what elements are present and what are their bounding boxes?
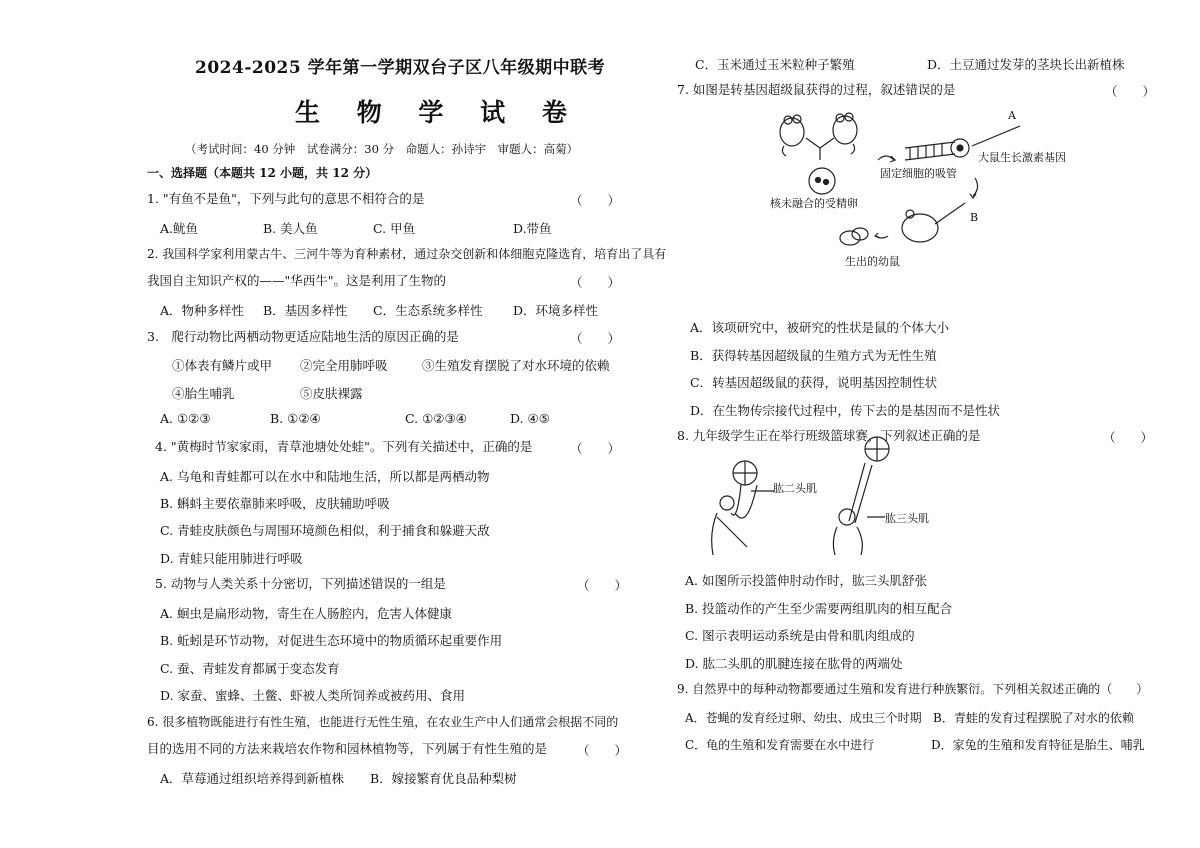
- q3-item-5: ⑤皮肤裸露: [300, 386, 363, 401]
- player-left-icon: [712, 485, 757, 555]
- label-fertilized-egg: 核未融合的受精卵: [770, 197, 858, 210]
- q3-option-d: D. ④⑤: [510, 411, 550, 426]
- q3-item-3: ③生殖发育摆脱了对水环境的依赖: [422, 358, 610, 373]
- q7-stem: 7. 如图是转基因超级鼠获得的过程，叙述错误的是: [677, 82, 956, 97]
- label-b: B: [970, 211, 979, 224]
- label-triceps: 肱三头肌: [885, 512, 929, 525]
- q7-option-d: D．在生物传宗接代过程中，传下去的是基因而不是性状: [690, 403, 1001, 418]
- label-baby-mice: 生出的幼鼠: [845, 255, 900, 268]
- q6-option-d: D．土豆通过发芽的茎块长出新植株: [927, 57, 1125, 72]
- q4-option-c: C. 青蛙皮肤颜色与周围环境颜色相似，利于捕食和躲避天敌: [160, 523, 490, 538]
- q3-item-2: ②完全用肺呼吸: [300, 358, 388, 373]
- subject-title: 生 物 学 试 卷: [295, 98, 581, 127]
- baby-mice-icon: [840, 228, 868, 245]
- holding-pipette: [905, 142, 955, 160]
- q2-option-d: D．环境多样性: [513, 303, 599, 318]
- transgenic-diagram-svg: [770, 108, 1075, 276]
- q7-answer-paren: （ ）: [1105, 84, 1156, 99]
- q1-option-b: B. 美人鱼: [263, 221, 318, 236]
- injection-needle: [972, 126, 1020, 146]
- q3-option-b: B. ①②④: [270, 411, 321, 426]
- q6-option-b: B．嫁接繁育优良品种梨树: [370, 771, 517, 786]
- q2-option-c: C．生态系统多样性: [373, 303, 483, 318]
- q1-stem: 1. "有鱼不是鱼"，下列与此句的意思不相符合的是: [147, 191, 425, 206]
- q9-option-d: D．家兔的生殖和发育特征是胎生、哺乳: [931, 738, 1145, 752]
- q8-option-c: C. 图示表明运动系统是由骨和肌肉组成的: [685, 628, 915, 643]
- parent-mouse-right-icon: [833, 113, 857, 154]
- cross-lines: [806, 138, 834, 160]
- q9-option-b: B．青蛙的发育过程摆脱了对水的依赖: [933, 711, 1134, 725]
- q8-answer-paren: （ ）: [1103, 430, 1154, 445]
- q5-option-b: B. 蚯蚓是环节动物，对促进生态环境中的物质循环起重要作用: [160, 633, 503, 648]
- q2-answer-paren: （ ）: [570, 275, 621, 290]
- q2-option-a: A．物种多样性: [160, 303, 245, 318]
- q7-option-b: B．获得转基因超级鼠的生殖方式为无性生殖: [690, 348, 937, 363]
- q1-answer-paren: （ ）: [570, 193, 621, 208]
- q9-stem: 9. 自然界中的每种动物都要通过生殖和发育进行种族繁衍。下列相关叙述正确的（ ）: [677, 682, 1149, 696]
- label-a: A: [1008, 109, 1016, 122]
- q4-answer-paren: （ ）: [570, 441, 621, 456]
- q6-stem-line1: 6. 很多植物既能进行有性生殖，也能进行无性生殖，在农业生产中人们通常会根据不同的: [147, 715, 619, 729]
- q5-answer-paren: （ ）: [577, 578, 628, 593]
- q3-option-a: A. ①②③: [160, 411, 211, 426]
- q4-stem: 4. "黄梅时节家家雨，青草池塘处处蛙"。下列有关描述中，正确的是: [155, 439, 533, 454]
- q6-option-a: A．草莓通过组织培养得到新植株: [160, 771, 345, 786]
- q5-option-a: A. 蛔虫是扁形动物，寄生在人肠腔内，危害人体健康: [160, 606, 452, 621]
- section-heading: 一、选择题（本题共 12 小题，共 12 分）: [147, 166, 378, 180]
- q8-stem: 8. 九年级学生正在举行班级篮球赛，下列叙述正确的是: [677, 428, 981, 443]
- q7-option-c: C．转基因超级鼠的获得，说明基因控制性状: [690, 375, 938, 390]
- down-arrow-icon: [973, 178, 978, 196]
- label-biceps: 肱二头肌: [773, 482, 817, 495]
- q4-option-b: B. 蝌蚪主要依靠肺来呼吸，皮肤辅助呼吸: [160, 496, 390, 511]
- q5-option-c: C. 蚕、青蛙发育都属于变态发育: [160, 661, 340, 676]
- q1-option-a: A.鱿鱼: [160, 221, 199, 236]
- q4-option-d: D. 青蛙只能用肺进行呼吸: [160, 551, 303, 566]
- exam-meta: （考试时间：40 分钟 试卷满分：30 分 命题人：孙诗宇 审题人：高菊）: [185, 142, 579, 156]
- q3-answer-paren: （ ）: [570, 331, 621, 346]
- exam-title: 2024-2025 学年第一学期双台子区八年级期中联考: [195, 58, 606, 78]
- player-right-icon: [833, 463, 872, 555]
- q5-option-d: D. 家蚕、蜜蜂、土鳖、虾被人类所饲养或被药用、食用: [160, 688, 466, 703]
- q4-option-a: A. 乌龟和青蛙都可以在水中和陆地生活，所以都是两栖动物: [160, 469, 490, 484]
- q7-transgenic-mouse-figure: [770, 108, 1075, 276]
- q1-option-c: C. 甲鱼: [373, 221, 416, 236]
- parent-mouse-left-icon: [780, 115, 804, 156]
- q8-basketball-figure: [707, 435, 929, 557]
- q2-option-b: B．基因多样性: [263, 303, 348, 318]
- q6-option-c: C．玉米通过玉米粒种子繁殖: [695, 57, 855, 72]
- q2-stem-line1: 2. 我国科学家利用蒙古牛、三河牛等为育种素材，通过杂交创新和体细胞克隆选育，培育出了具有: [147, 247, 667, 261]
- label-pipette: 固定细胞的吸管: [880, 167, 957, 180]
- basketball-left-icon: [733, 461, 757, 485]
- q5-stem: 5. 动物与人类关系十分密切，下列描述错误的一组是: [155, 576, 446, 591]
- q3-item-1: ①体表有鳞片或甲: [172, 358, 273, 373]
- label-growth-gene: 大鼠生长激素基因: [978, 151, 1066, 164]
- q3-option-c: C. ①②③④: [405, 411, 467, 426]
- q8-option-b: B. 投篮动作的产生至少需要两组肌肉的相互配合: [685, 601, 953, 616]
- q7-option-a: A．该项研究中，被研究的性状是鼠的个体大小: [690, 320, 950, 335]
- fertilized-egg-icon: [809, 168, 835, 194]
- surrogate-mouse-icon: [902, 203, 965, 242]
- basketball-right-icon: [865, 437, 889, 461]
- q1-option-d: D.带鱼: [513, 221, 552, 236]
- q9-option-c: C．龟的生殖和发育需要在水中进行: [685, 738, 875, 752]
- q3-item-4: ④胎生哺乳: [172, 386, 235, 401]
- q8-option-a: A. 如图所示投篮伸肘动作时，肱三头肌舒张: [685, 573, 927, 588]
- q9-option-a: A．苍蝇的发育经过卵、幼虫、成虫三个时期: [685, 711, 922, 725]
- q6-stem-line2: 目的选用不同的方法来栽培农作物和园林植物等，下列属于有性生殖的是: [147, 741, 548, 756]
- q8-option-d: D. 肱二头肌的肌腱连接在肱骨的两端处: [685, 656, 903, 671]
- q3-stem: 3. 爬行动物比两栖动物更适应陆地生活的原因正确的是: [147, 329, 459, 344]
- q2-stem-line2: 我国自主知识产权的——"华西牛"。这是利用了生物的: [147, 273, 446, 288]
- q6-answer-paren: （ ）: [577, 743, 628, 758]
